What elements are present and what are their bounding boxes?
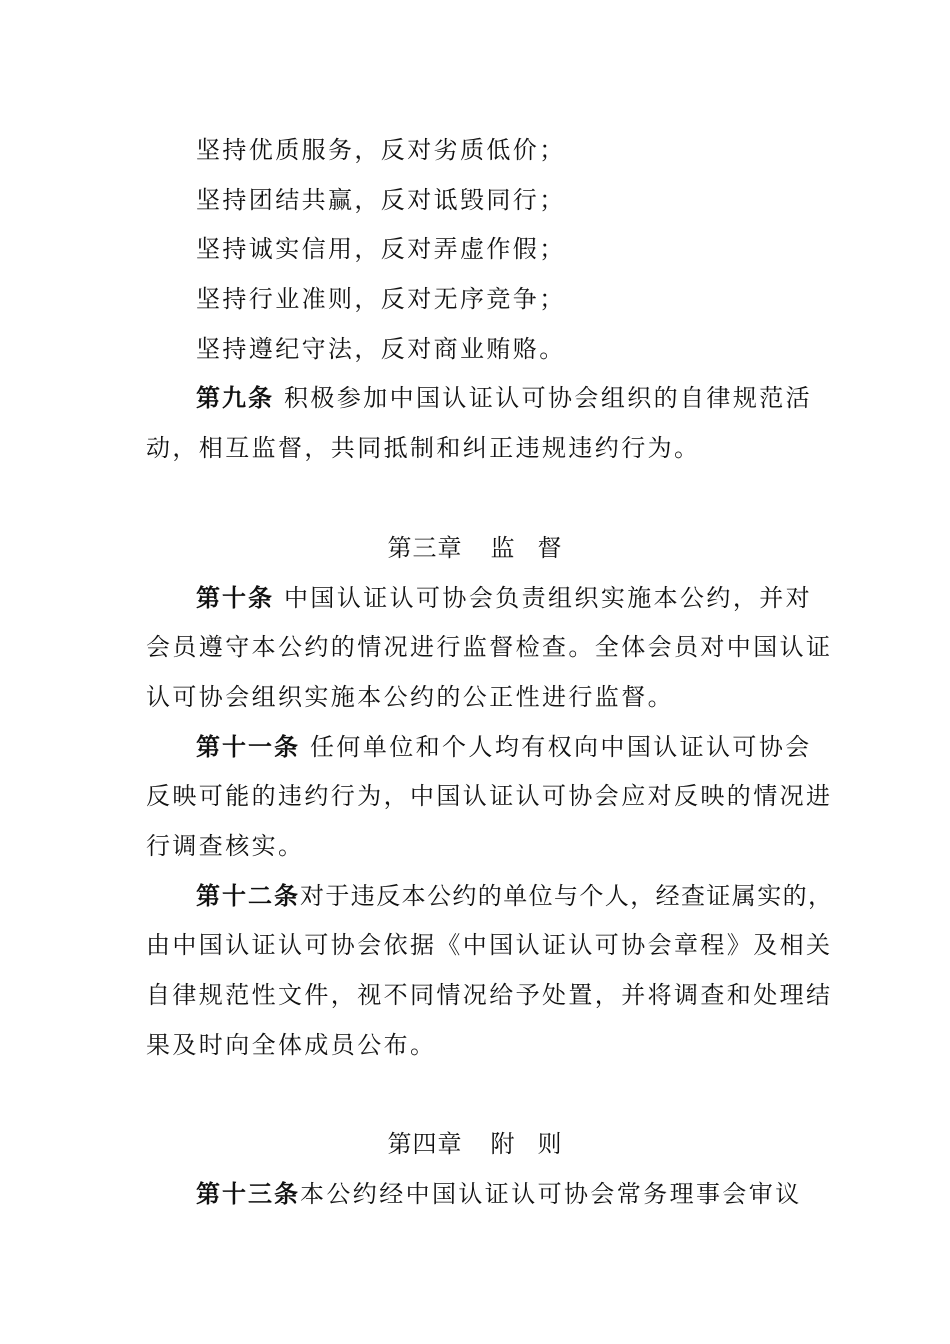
article-9-label: 第九条	[196, 384, 274, 412]
article-12-text: 自律规范性文件，视不同情况给予处置，并将调查和处理结	[146, 981, 833, 1009]
article-11-text: 行调查核实。	[146, 832, 305, 860]
article-12-text: 由中国认证认可协会依据《中国认证认可协会章程》及相关	[146, 931, 833, 959]
principle-line: 坚持行业准则，反对无序竞争；	[196, 285, 566, 313]
article-9-paragraph	[196, 383, 812, 413]
article-12-label: 第十二条	[196, 882, 300, 910]
article-11-label: 第十一条	[196, 733, 300, 761]
article-12-text: 对于违反本公约的单位与个人，经查证属实的，	[300, 882, 834, 910]
chapter-3-number: 第三章	[387, 534, 463, 562]
article-9-text: 积极参加中国认证认可协会组织的自律规范活	[274, 384, 813, 412]
article-10-paragraph	[196, 583, 812, 613]
article-12-text: 果及时向全体成员公布。	[146, 1031, 437, 1059]
chapter-3-name: 督	[537, 534, 563, 562]
article-13-paragraph	[196, 1179, 802, 1209]
chapter-4-number: 第四章	[387, 1130, 463, 1158]
chapter-4-heading	[0, 1129, 950, 1159]
chapter-4-name: 则	[537, 1130, 563, 1158]
chapter-3-heading	[0, 533, 950, 563]
article-9-text: 动，相互监督，共同抵制和纠正违规违约行为。	[146, 434, 701, 462]
principle-line: 坚持优质服务，反对劣质低价；	[196, 136, 566, 164]
article-10-label: 第十条	[196, 584, 274, 612]
principle-line: 坚持遵纪守法，反对商业贿赂。	[196, 335, 566, 363]
principle-line: 坚持诚实信用，反对弄虚作假；	[196, 235, 566, 263]
article-13-label: 第十三条	[196, 1180, 300, 1208]
article-10-text: 中国认证认可协会负责组织实施本公约，并对	[274, 584, 813, 612]
article-13-text: 本公约经中国认证认可协会常务理事会审议	[300, 1180, 802, 1208]
article-11-paragraph	[196, 732, 812, 762]
article-10-text: 认可协会组织实施本公约的公正性进行监督。	[146, 683, 674, 711]
article-12-paragraph	[196, 881, 833, 911]
principle-line: 坚持团结共赢，反对诋毁同行；	[196, 186, 566, 214]
article-10-text: 会员遵守本公约的情况进行监督检查。全体会员对中国认证	[146, 633, 833, 661]
chapter-3-name: 监	[490, 534, 516, 562]
chapter-4-name: 附	[490, 1130, 516, 1158]
article-11-text: 任何单位和个人均有权向中国认证认可协会	[300, 733, 812, 761]
article-11-text: 反映可能的违约行为，中国认证认可协会应对反映的情况进	[146, 782, 833, 810]
